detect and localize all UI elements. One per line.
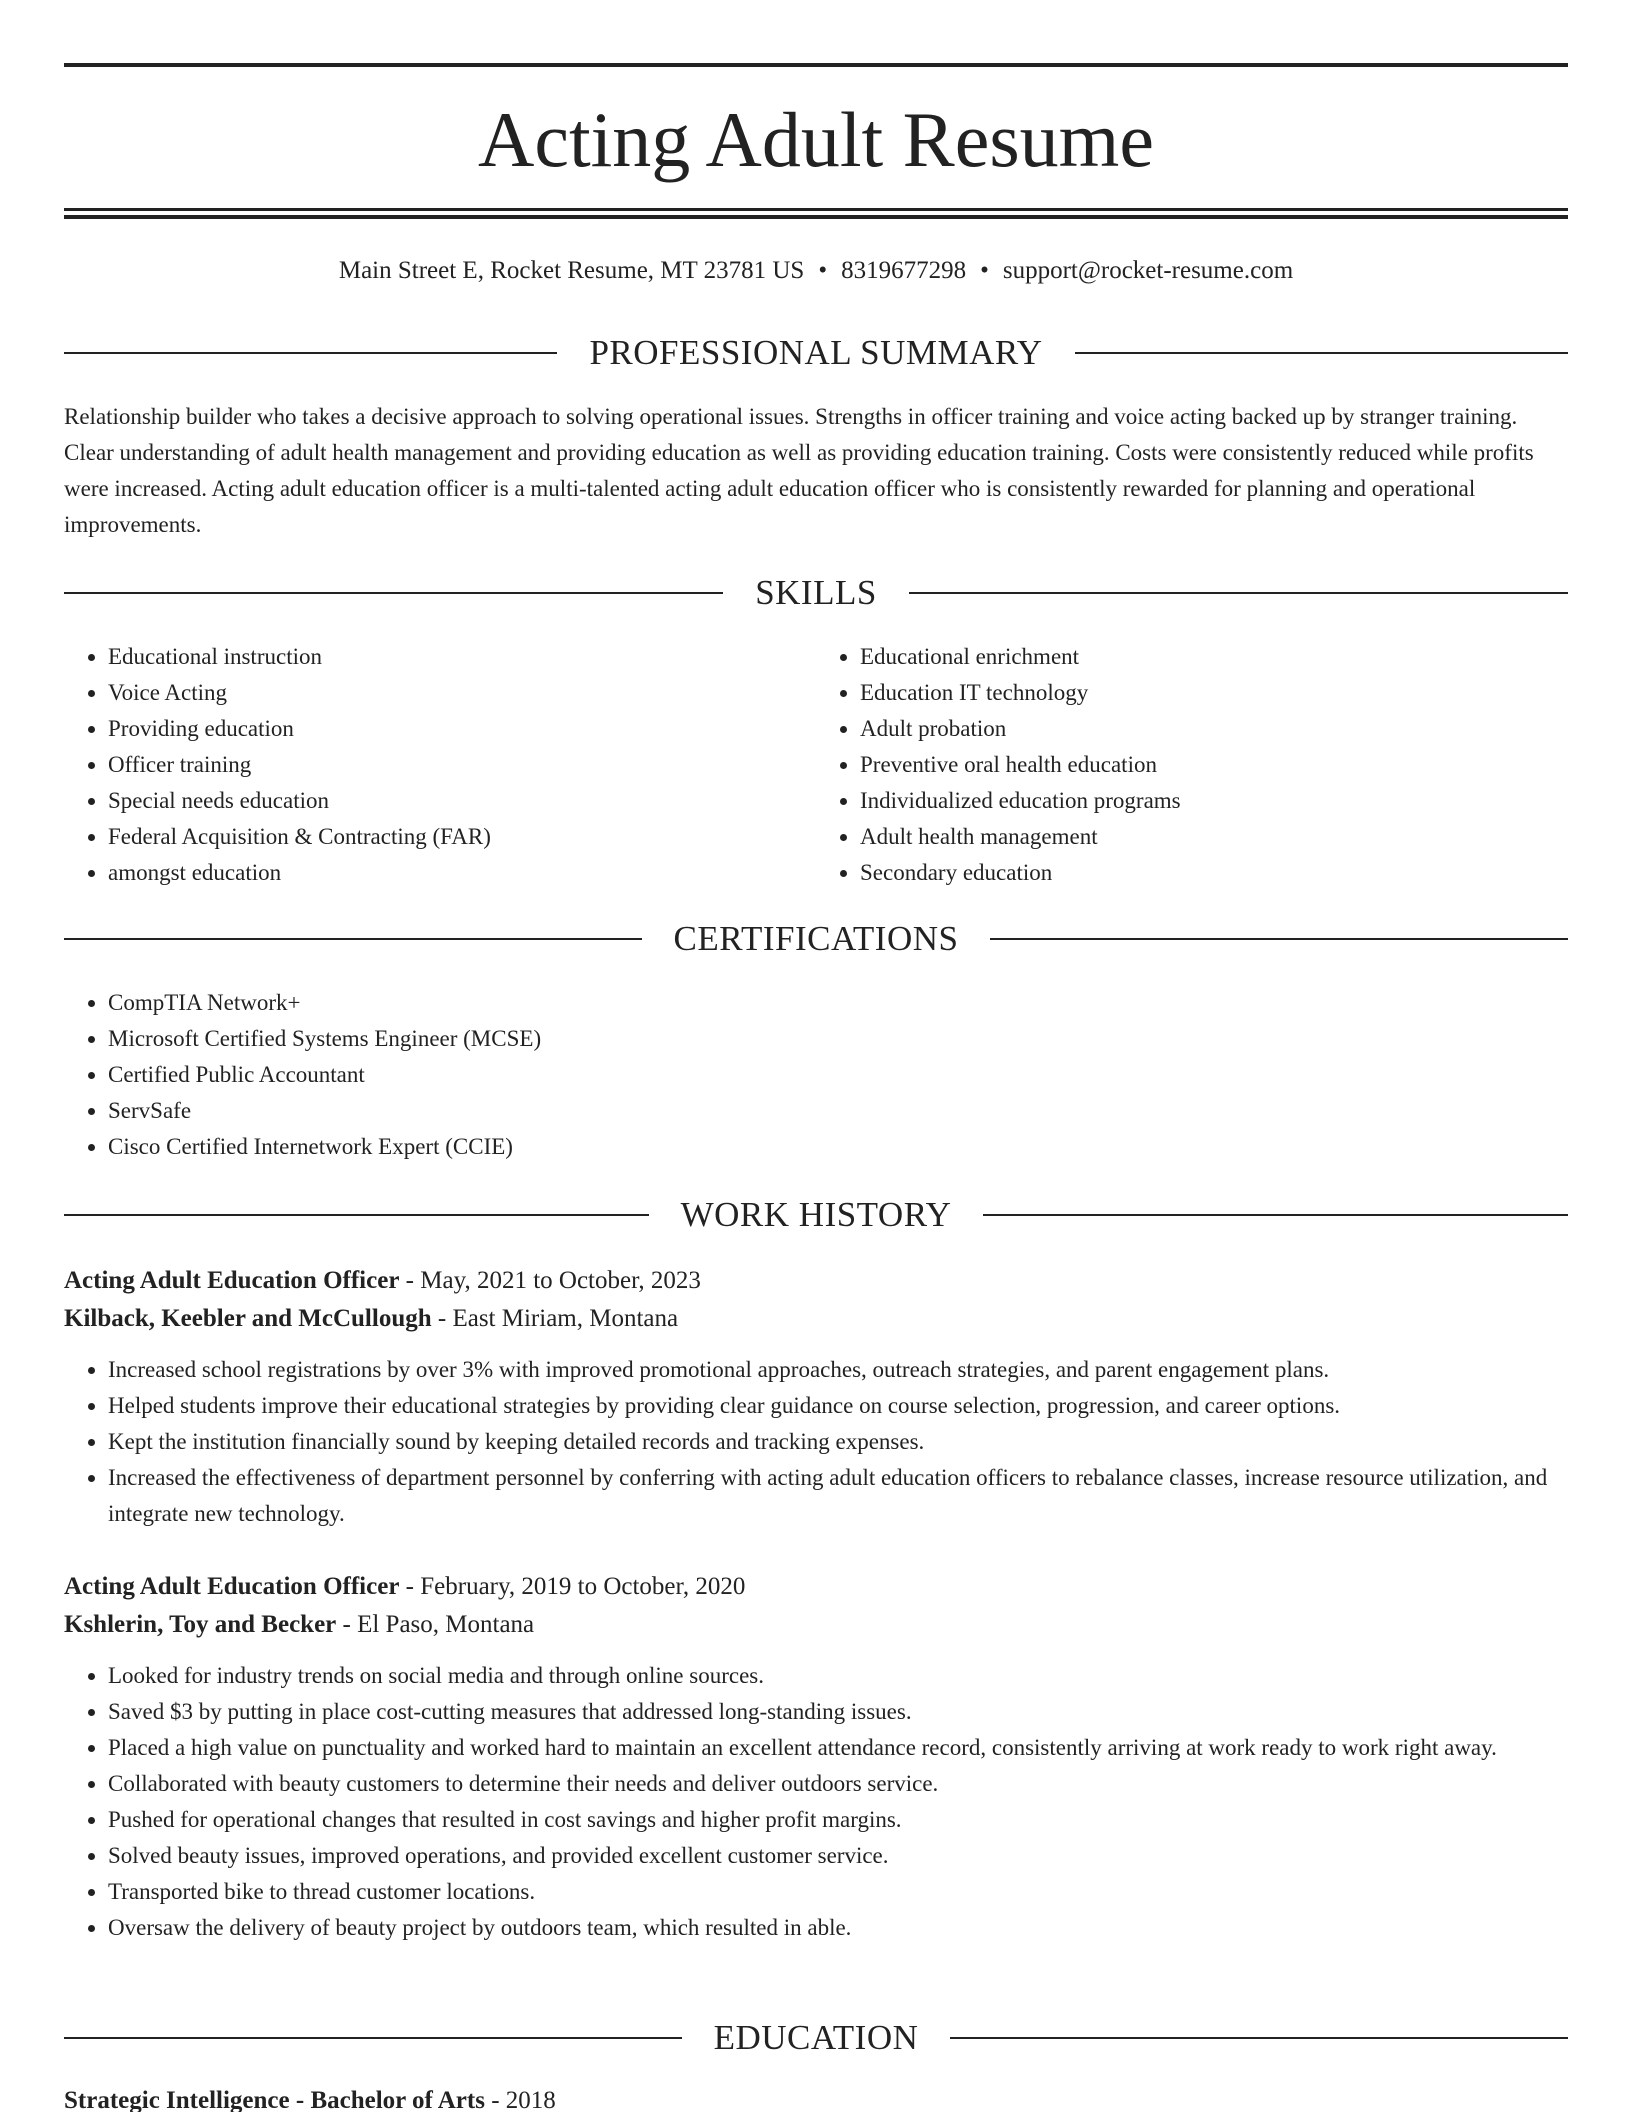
top-rule [64,63,1568,67]
list-item: • Officer training [108,747,816,783]
list-item: • Federal Acquisition & Contracting (FAR) [108,819,816,855]
heading-rule-right [1075,352,1568,354]
contact-phone: 8319677298 [841,257,967,284]
list-item: • Adult probation [860,711,1568,747]
section-title: PROFESSIONAL SUMMARY [589,333,1043,372]
list-item: • Looked for industry trends on social media and through online sources. [108,1658,1568,1694]
job-title: Acting Adult Education Officer [64,1267,400,1294]
list-item: • Microsoft Certified Systems Engineer (MCSE) [108,1021,1568,1057]
list-item: • Solved beauty issues, improved operations, and provided excellent customer service. [108,1838,1568,1874]
list-item: • CompTIA Network+ [108,985,1568,1021]
contact-address: Main Street E, Rocket Resume, MT 23781 US [338,257,805,284]
section-heading-skills [64,571,1568,615]
education-year: - 2018 [484,2087,556,2112]
list-item: • Educational enrichment [860,639,1568,675]
skills-column-right [816,639,1568,891]
list-item: • Helped students improve their educational strategies by providing clear guidance on course selection, progression, and career options. [108,1388,1568,1424]
list-item: • Pushed for operational changes that resulted in cost savings and higher profit margins. [108,1802,1568,1838]
list-item: • Educational instruction [108,639,816,675]
heading-rule-left [64,352,557,354]
list-item: • Increased the effectiveness of department personnel by conferring with acting adult education officers to rebalance classes, increase resource utilization, and integrate new technology. [108,1460,1568,1532]
job-entry [64,1568,1568,1946]
job-dates: - February, 2019 to October, 2020 [399,1573,746,1600]
job-location: - El Paso, Montana [336,1611,535,1638]
list-item: • Kept the institution financially sound by keeping detailed records and tracking expenses. [108,1424,1568,1460]
section-heading-education [64,2016,1568,2060]
list-item: • Voice Acting [108,675,816,711]
section-heading-work-history [64,1193,1568,1237]
list-item: • Special needs education [108,783,816,819]
section-title: CERTIFICATIONS [673,919,959,958]
skills-column-left [64,639,816,891]
page-title: Acting Adult Resume [478,96,1154,183]
list-item: • Certified Public Accountant [108,1057,1568,1093]
list-item: • ServSafe [108,1093,1568,1129]
job-bullets [64,1658,1568,1946]
list-item: • Providing education [108,711,816,747]
list-item: • Collaborated with beauty customers to determine their needs and deliver outdoors service. [108,1766,1568,1802]
job-title: Acting Adult Education Officer [64,1573,400,1600]
job-company-line [64,1300,1568,1338]
education-degree: Strategic Intelligence - Bachelor of Arts [64,2087,485,2112]
heading-rule-right [990,938,1568,940]
heading-rule-right [909,592,1568,594]
section-title: WORK HISTORY [680,1195,952,1234]
job-title-line [64,1262,1568,1300]
heading-rule-right [983,1214,1568,1216]
list-item: • Saved $3 by putting in place cost-cutting measures that addressed long-standing issues. [108,1694,1568,1730]
list-item: • Oversaw the delivery of beauty project by outdoors team, which resulted in able. [108,1910,1568,1946]
contact-line [64,254,1568,288]
heading-rule-left [64,592,723,594]
job-bullets [64,1352,1568,1532]
certifications-list [64,985,1568,1165]
list-item: • Transported bike to thread customer locations. [108,1874,1568,1910]
list-item: • amongst education [108,855,816,891]
heading-rule-left [64,2037,682,2039]
list-item: • Adult health management [860,819,1568,855]
job-company-line [64,1606,1568,1644]
list-item: • Cisco Certified Internetwork Expert (CCIE) [108,1129,1568,1165]
education-line [64,2082,1568,2112]
skills-list [64,639,1568,891]
job-entry [64,1262,1568,1532]
contact-email: support@rocket-resume.com [1002,257,1294,284]
section-heading-certifications [64,917,1568,961]
list-item: • Placed a high value on punctuality and worked hard to maintain an excellent attendance record, consistently arriving at work ready to work right away. [108,1730,1568,1766]
heading-rule-left [64,1214,649,1216]
summary-text: Relationship builder who takes a decisive approach to solving operational issues. Strengths in officer training and voice acting backed up by stranger training. Clear understanding of adult health management and providing education as well as providing education training. Costs were consistently reduced while profits were increased. Acting adult education officer is a multi-talented acting adult education officer who is consistently rewarded for planning and operational improvements. [64,404,1534,537]
job-company: Kshlerin, Toy and Becker [64,1611,337,1638]
job-dates: - May, 2021 to October, 2023 [399,1267,701,1294]
contact-separator: • [818,257,828,284]
section-title: SKILLS [755,573,877,612]
job-title-line [64,1568,1568,1606]
heading-rule-right [950,2037,1568,2039]
list-item: • Secondary education [860,855,1568,891]
job-location: - East Miriam, Montana [431,1305,679,1332]
section-heading-summary [64,331,1568,375]
list-item: • Increased school registrations by over 3% with improved promotional approaches, outreach strategies, and parent engagement plans. [108,1352,1568,1388]
contact-separator: • [980,257,989,284]
job-company: Kilback, Keebler and McCullough [64,1305,432,1332]
heading-rule-left [64,938,642,940]
title-double-rule [64,208,1568,219]
education-entry [64,2082,1568,2112]
list-item: • Individualized education programs [860,783,1568,819]
section-title: EDUCATION [713,2018,919,2057]
list-item: • Preventive oral health education [860,747,1568,783]
list-item: • Education IT technology [860,675,1568,711]
